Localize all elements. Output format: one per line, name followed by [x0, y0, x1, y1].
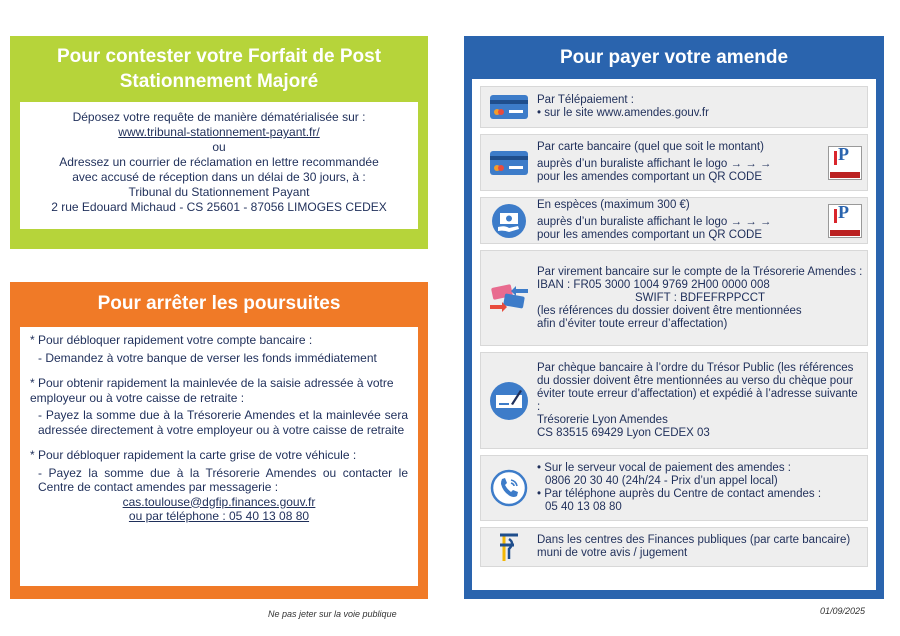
- payment-row-phone: [480, 455, 868, 521]
- contest-box: [20, 102, 418, 229]
- card-icon: [489, 149, 529, 177]
- pay-title: Pour payer votre amende: [559, 47, 789, 68]
- footer-notice: Ne pas jeter sur la voie publique: [268, 609, 397, 619]
- footer-date: 01/09/2025: [820, 606, 866, 616]
- paiement-proximite-logo: P: [828, 146, 862, 180]
- section-body: - Payez la somme due à la Trésorerie Amendes et la mainlevée sera adressée directement à votre employeur ou à votre caisse de retraite: [38, 408, 408, 437]
- vocal-number: 0806 20 30 40 (24h/24 - Prix d’un appel local): [545, 475, 778, 487]
- row-line: Trésorerie Lyon Amendes: [537, 413, 668, 426]
- row-line: Dans les centres des Finances publiques (par carte bancaire) muni de votre avis / jugement: [537, 534, 851, 559]
- payment-row-card: [480, 134, 868, 191]
- row-line: • Par téléphone auprès du Centre de contact amendes :: [537, 488, 822, 500]
- contest-title: Pour contester votre Forfait de Post Stationnement Majoré: [56, 46, 382, 92]
- section-heading: * Pour débloquer rapidement la carte grise de votre véhicule :: [30, 448, 357, 462]
- row-line: (les références du dossier doivent être mentionnées: [537, 304, 802, 317]
- stop-title: Pour arrêter les poursuites: [97, 293, 341, 314]
- row-line: pour les amendes comportant un QR CODE: [537, 171, 762, 183]
- payment-row-cheque: [480, 352, 868, 449]
- row-line: CS 83515 69429 Lyon CEDEX 03: [537, 426, 710, 439]
- contest-line: Tribunal du Stationnement Payant: [128, 185, 310, 199]
- contest-line: avec accusé de réception dans un délai de 30 jours, à :: [72, 170, 366, 184]
- tribunal-link[interactable]: www.tribunal-stationnement-payant.fr/: [118, 125, 320, 139]
- row-line: • sur le site www.amendes.gouv.fr: [537, 107, 709, 119]
- row-line: afin d’éviter toute erreur d’affectation): [537, 317, 728, 330]
- payment-row-centres: [480, 527, 868, 567]
- swift: SWIFT : BDFEFRPPCCT: [634, 291, 766, 304]
- contest-address: 2 rue Edouard Michaud - CS 25601 - 87056 LIMOGES CEDEX: [51, 200, 387, 214]
- row-line: Par carte bancaire (quel que soit le montant): [537, 141, 764, 153]
- row-line: • Sur le serveur vocal de paiement des amendes :: [537, 462, 791, 474]
- cheque-icon: [489, 381, 529, 421]
- section-heading: * Pour débloquer rapidement votre compte bancaire :: [30, 333, 313, 347]
- phone-link[interactable]: ou par téléphone : 05 40 13 08 80: [128, 509, 310, 523]
- row-line: auprès d’un buraliste affichant le logo → → →: [537, 158, 772, 170]
- contact-number: 05 40 13 08 80: [545, 501, 622, 513]
- section-heading: * Pour obtenir rapidement la mainlevée de la saisie adressée à votre employeur ou à votre caisse de retraite :: [30, 376, 394, 405]
- row-line: auprès d’un buraliste affichant le logo → → →: [537, 216, 772, 228]
- card-icon: [489, 93, 529, 121]
- finances-publiques-logo: [496, 531, 522, 563]
- payment-row-cash: [480, 197, 868, 244]
- row-line: Par chèque bancaire à l’ordre du Trésor Public (les références du dossier doivent être mentionnées au verso du chèque pour éviter toute erreur d’affectation) et expédié à l’adresse suivante :: [537, 361, 858, 413]
- stop-box: [20, 327, 418, 586]
- iban: IBAN : FR05 3000 1004 9769 2H00 0000 008: [537, 278, 770, 291]
- contest-panel: [10, 36, 428, 249]
- phone-icon: [490, 469, 528, 507]
- email-link[interactable]: cas.toulouse@dgfip.finances.gouv.fr: [122, 494, 316, 509]
- row-line: Par virement bancaire sur le compte de la Trésorerie Amendes :: [537, 265, 863, 278]
- row-line: En espèces (maximum 300 €): [537, 199, 690, 211]
- transfer-icon: [488, 283, 530, 313]
- row-line: pour les amendes comportant un QR CODE: [537, 229, 762, 241]
- contest-line: Déposez votre requête de manière dématérialisée sur :: [72, 110, 366, 124]
- pay-panel: [464, 36, 884, 599]
- section-body: - Payez la somme due à la Trésorerie Amendes ou contacter le Centre de contact amendes par messagerie :: [38, 465, 408, 494]
- stop-panel: [10, 282, 428, 599]
- contest-or: ou: [212, 140, 226, 154]
- paiement-proximite-logo: P: [828, 204, 862, 238]
- payment-row-online: [480, 86, 868, 128]
- section-body: - Demandez à votre banque de verser les fonds immédiatement: [38, 350, 377, 365]
- row-line: Par Télépaiement :: [537, 94, 634, 106]
- pay-box: [472, 79, 876, 590]
- payment-row-transfer: [480, 250, 868, 346]
- cash-icon: [491, 203, 527, 239]
- contest-line: Adressez un courrier de réclamation en lettre recommandée: [59, 155, 379, 169]
